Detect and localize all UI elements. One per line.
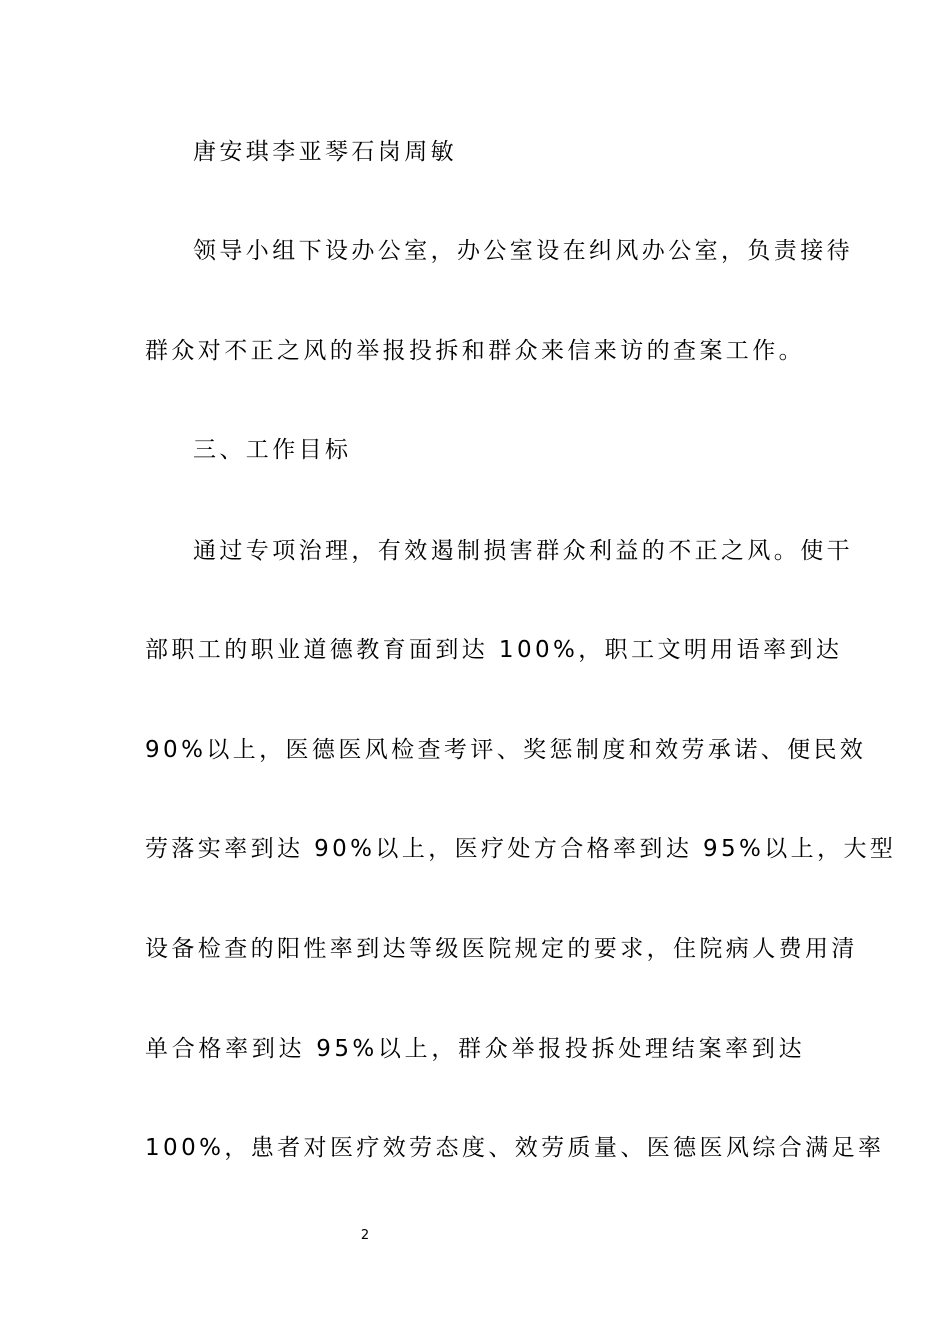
text-line-goals-6: 单合格率到达 95%以上，群众举报投拆处理结案率到达 (145, 1036, 805, 1062)
page-number: 2 (360, 1228, 370, 1243)
text-line-goals-7: 100%，患者对医疗效劳态度、效劳质量、医德医风综合满足率 (145, 1135, 885, 1161)
text-line-goals-2: 部职工的职业道德教育面到达 100%，职工文明用语率到达 (145, 637, 843, 663)
text-line-office-2: 群众对不正之风的举报投拆和群众来信来访的查案工作。 (145, 338, 805, 364)
section-heading-goals: 三、工作目标 (193, 437, 352, 463)
text-line-goals-3: 90%以上，医德医风检查考评、奖惩制度和效劳承诺、便民效 (145, 737, 867, 763)
text-line-goals-5: 设备检查的阳性率到达等级医院规定的要求，住院病人费用清 (145, 936, 858, 962)
text-line-names: 唐安琪李亚琴石岗周敏 (193, 139, 457, 165)
text-line-goals-1: 通过专项治理，有效遏制损害群众利益的不正之风。使干 (193, 538, 853, 564)
text-line-goals-4: 劳落实率到达 90%以上，医疗处方合格率到达 95%以上，大型 (145, 836, 897, 862)
text-line-office-1: 领导小组下设办公室，办公室设在纠风办公室，负责接待 (193, 238, 853, 264)
